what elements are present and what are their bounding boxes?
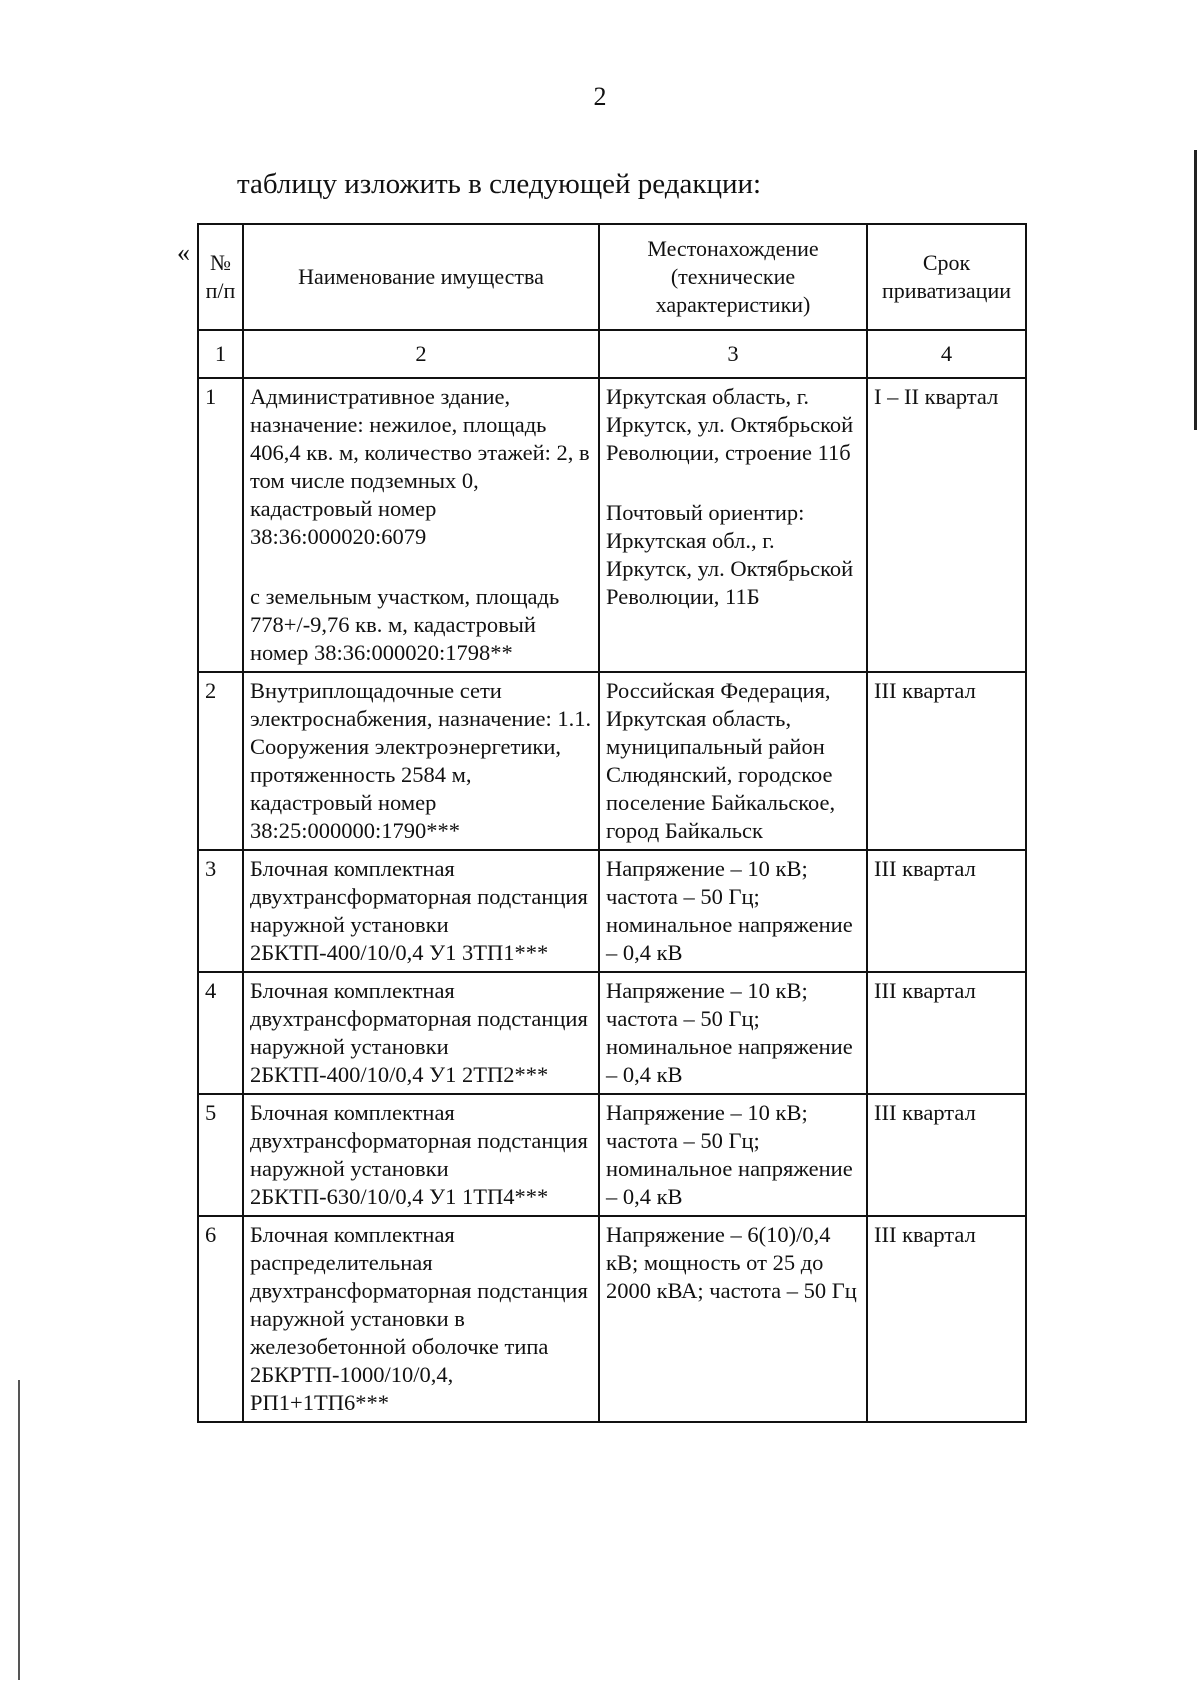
property-name-extra: с земельным участком, площадь 778+/-9,76 кв. м, кадастровый номер 38:36:000020:1798** [250, 584, 560, 665]
opening-quote-mark: « [177, 238, 190, 267]
location-cell [599, 378, 867, 672]
table-row [198, 1216, 1026, 1422]
property-name: Блочная комплектная двухтрансформаторная подстанция наружной установки 2БКТП-630/10/0,4 У1 1ТП4*** [243, 1094, 599, 1216]
scan-edge-mark [1194, 150, 1197, 430]
privatization-term: III квартал [867, 1216, 1026, 1422]
property-name: Блочная комплектная двухтрансформаторная подстанция наружной установки 2БКТП-400/10/0,4 У1 3ТП1*** [243, 850, 599, 972]
location-text: Напряжение – 10 кВ; частота – 50 Гц; номинальное напряжение – 0,4 кВ [599, 850, 867, 972]
property-name: Внутриплощадочные сети электроснабжения, назначение: 1.1. Сооружения электроэнергетики, протяженность 2584 м, кадастровый номер 38:25:000000:1790*** [243, 672, 599, 850]
row-number: 1 [198, 378, 243, 672]
row-number: 3 [198, 850, 243, 972]
location-text: Напряжение – 10 кВ; частота – 50 Гц; номинальное напряжение – 0,4 кВ [599, 972, 867, 1094]
page-number: 2 [593, 82, 607, 111]
property-table [197, 223, 1027, 1423]
privatization-term: III квартал [867, 1094, 1026, 1216]
header-property-name: Наименование имущества [243, 224, 599, 330]
privatization-term: III квартал [867, 972, 1026, 1094]
table-header-row [198, 224, 1026, 330]
row-number: 4 [198, 972, 243, 1094]
column-number: 4 [867, 330, 1026, 378]
column-number-row [198, 330, 1026, 378]
table-row [198, 672, 1026, 850]
header-privatization-term: Срок приватизации [867, 224, 1026, 330]
intro-text: таблицу изложить в следующей редакции: [237, 168, 762, 200]
location-text: Напряжение – 6(10)/0,4 кВ; мощность от 25 до 2000 кВА; частота – 50 Гц [599, 1216, 867, 1422]
table-row [198, 1094, 1026, 1216]
row-number: 2 [198, 672, 243, 850]
header-number: № п/п [198, 224, 243, 330]
privatization-term: I – II квартал [867, 378, 1026, 672]
property-name-cell [243, 378, 599, 672]
row-number: 6 [198, 1216, 243, 1422]
location-text-extra: Почтовый ориентир: Иркутская обл., г. Иркутск, ул. Октябрьской Революции, 11Б [606, 500, 854, 609]
column-number: 2 [243, 330, 599, 378]
column-number: 1 [198, 330, 243, 378]
table-row [198, 850, 1026, 972]
location-text: Напряжение – 10 кВ; частота – 50 Гц; номинальное напряжение – 0,4 кВ [599, 1094, 867, 1216]
property-name: Блочная комплектная двухтрансформаторная подстанция наружной установки 2БКТП-400/10/0,4 У1 2ТП2*** [243, 972, 599, 1094]
location-text: Российская Федерация, Иркутская область, муниципальный район Слюдянский, городское поселение Байкальское, город Байкальск [599, 672, 867, 850]
property-name: Блочная комплектная распределительная двухтрансформаторная подстанция наружной установки в железобетонной оболочке типа 2БКРТП-1000/10/0,4, РП1+1ТП6*** [243, 1216, 599, 1422]
table-row [198, 378, 1026, 672]
row-number: 5 [198, 1094, 243, 1216]
table-row [198, 972, 1026, 1094]
column-number: 3 [599, 330, 867, 378]
header-location: Местонахождение (технические характеристики) [599, 224, 867, 330]
location-text: Иркутская область, г. Иркутск, ул. Октябрьской Революции, строение 11б [606, 384, 854, 465]
privatization-term: III квартал [867, 672, 1026, 850]
privatization-term: III квартал [867, 850, 1026, 972]
property-name: Административное здание, назначение: нежилое, площадь 406,4 кв. м, количество этажей: 2, в том числе подземных 0, кадастровый номер 38:36:000020:6079 [250, 384, 590, 549]
scan-edge-mark [18, 1380, 20, 1680]
